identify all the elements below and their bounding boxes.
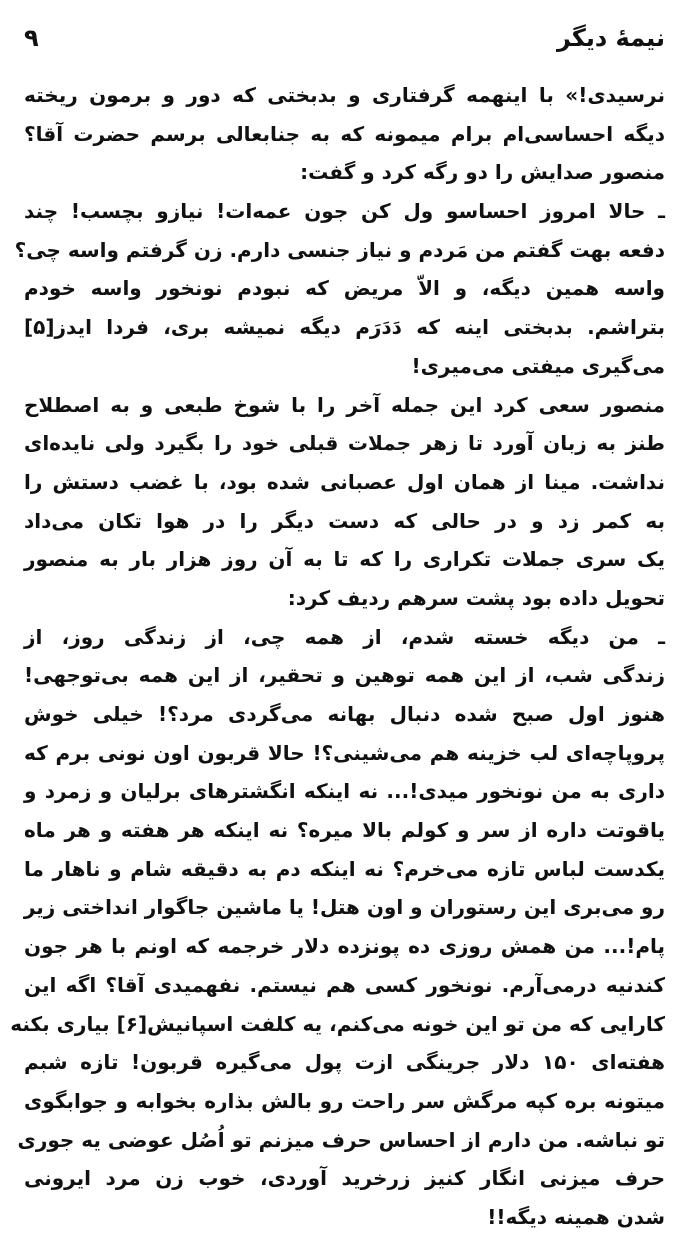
body-text: [10, 76, 665, 1237]
text-line: به کمر زد و در حالی که دست دیگر را در هوا تکان می‌داد: [24, 508, 665, 533]
text-line: ـ حالا امروز احساسو ول کن جون عمه‌ات! نیازو بچسب! چند: [24, 199, 665, 224]
text-line: طنز به زبان آورد تا زهر جملات قبلی خود را بگیرد ولی نایده‌ای: [24, 431, 665, 456]
text-line: یاقوتت داره از سر و کولم بالا میره؟ نه اینکه هر هفته و هر ماه: [24, 818, 665, 843]
text-line: حرف میزنی انگار کنیز زرخرید آوردی، خوب زن مرد ایرونی: [24, 1166, 665, 1191]
text-line: می‌گیری میفتی می‌میری!: [411, 353, 665, 378]
text-line: منصور صدایش را دو رگه کرد و گفت:: [300, 160, 665, 185]
text-line: واسه همین دیگه، و الاّ مریض که نبودم نونخور واسه خودم: [24, 276, 665, 301]
text-line: تحویل داده بود پشت سرهم ردیف کرد:: [287, 585, 665, 610]
page-header: [24, 18, 665, 58]
text-line: یک سری جملات تکراری را که تا به آن روز هزار بار به منصور: [24, 547, 665, 572]
text-line: پام!... من همش روزی ده پونزده دلار خرجمه که اونم با هر جون: [24, 934, 665, 959]
text-line: بتراشم. بدبختی اینه که دَدَرَم دیگه نمیشه بری، فردا ایدز[۵]: [24, 315, 665, 340]
text-line: کندنیه درمی‌آرم. نونخور کسی هم نیستم. نفهمیدی آقا؟ اگه این: [24, 972, 665, 997]
text-line: داری به من نونخور میدی!... نه اینکه انگشترهای برلیان و زمرد و: [24, 779, 665, 804]
text-line: میتونه بره کپه مرگش سر راحت رو بالش بذاره بخوابه و جوابگوی: [24, 1088, 665, 1113]
text-line: نداشت. مینا از همان اول عصبانی شده بود، با غضب دستش را: [24, 469, 665, 494]
text-line: پروپاچه‌ای لب خزینه هم می‌شینی؟! حالا قربون اون نونی برم که: [24, 740, 665, 765]
text-line: شدن همینه دیگه!!: [487, 1204, 665, 1229]
text-line: کارایی که من تو این خونه می‌کنم، یه کلفت اسپانیش[۶] بیاری بکنه: [10, 1011, 665, 1036]
text-line: رو می‌بری این رستوران و اون هتل! یا ماشین جاگوار انداختی زیر: [23, 895, 665, 920]
text-line: زندگی شب، از این همه توهین و تحقیر، از این همه بی‌توجهی!: [24, 663, 665, 688]
text-line: تو نباشه. من دارم از احساس حرف میزنم تو اُصُل عوضی یه جوری: [17, 1127, 665, 1152]
text-line: هنوز اول صبح شده دنبال بهانه می‌گردی مرد؟! خیلی خوش: [24, 702, 665, 726]
page-number: ۹: [24, 24, 39, 52]
text-line: دفعه بهت گفتم من مَردم و نیاز جنسی دارم. زن گرفتم واسه چی؟: [14, 237, 665, 262]
text-line: دیگه احساسی‌ام برام میمونه که به جنابعالی برسم حضرت آقا؟: [24, 121, 665, 146]
text-line: نرسیدی!» با اینهمه گرفتاری و بدبختی که دور و برمون ریخته: [24, 83, 665, 107]
text-line: ـ من دیگه خسته شدم، از همه چی، از زندگی روز، از: [24, 624, 665, 649]
text-line: یکدست لباس تازه می‌خرم؟ نه اینکه دم به دقیقه شام و ناهار ما: [24, 856, 665, 881]
text-line: منصور سعی کرد این جمله آخر را با شوخ طبعی و به اصطلاح: [24, 392, 665, 417]
running-title: نیمهٔ دیگر: [556, 24, 665, 52]
text-line: هفته‌ای ۱۵۰ دلار جرینگی ازت پول می‌گیره قربون! تازه شبم: [24, 1050, 665, 1075]
